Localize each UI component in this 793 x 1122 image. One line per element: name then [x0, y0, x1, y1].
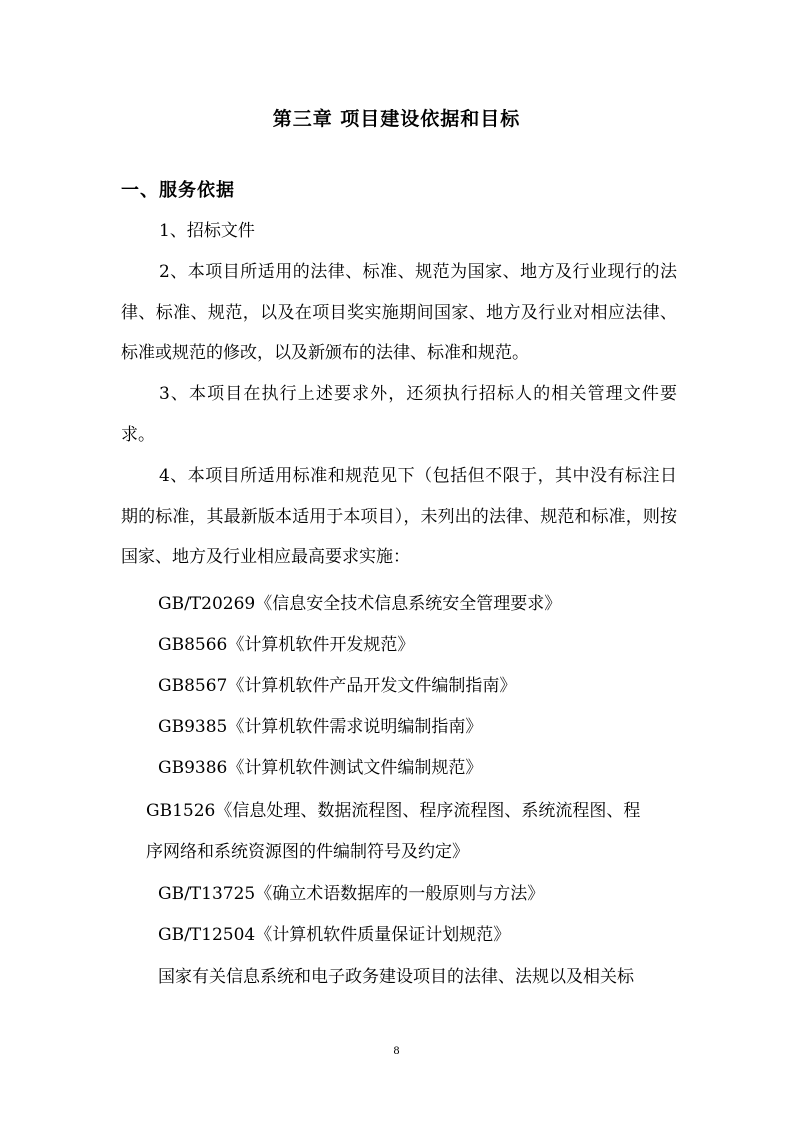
- standard-item-multiline-first: GB1526《信息处理、数据流程图、程序流程图、系统流程图、程: [146, 801, 641, 821]
- item-4-paragraph: 4、本项目所适用标准和规范见下（包括但不限于，其中没有标注日期的标准，其最新版本适用于本项目），未列出的法律、规范和标准，则按国家、地方及行业相应最高要求实施：: [121, 466, 677, 567]
- standard-item: GB8567《计算机软件产品开发文件编制指南》: [158, 676, 517, 696]
- standard-item: GB/T12504《计算机软件质量保证计划规范》: [158, 925, 511, 945]
- standard-item: GB8566《计算机软件开发规范》: [158, 635, 415, 655]
- standard-item-multiline-second: 序网络和系统资源图的件编制符号及约定》: [146, 842, 469, 862]
- standard-item: GB/T13725《确立术语数据库的一般原则与方法》: [158, 884, 545, 904]
- page-number: 8: [393, 1043, 400, 1057]
- chapter-title: 第三章 项目建设依据和目标: [272, 108, 521, 130]
- standard-item: GB9386《计算机软件测试文件编制规范》: [158, 758, 483, 778]
- section-heading: 一、服务依据: [121, 180, 235, 201]
- standard-item: GB9385《计算机软件需求说明编制指南》: [158, 717, 483, 737]
- item-1-text: 1、招标文件: [159, 221, 255, 241]
- item-3-paragraph: 3、本项目在执行上述要求外，还须执行招标人的相关管理文件要求。: [121, 384, 677, 445]
- closing-paragraph-line: 国家有关信息系统和电子政务建设项目的法律、法规以及相关标: [158, 967, 634, 987]
- item-2-paragraph: 2、本项目所适用的法律、标准、规范为国家、地方及行业现行的法律、标准、规范，以及在项目奖实施期间国家、地方及行业对相应法律、标准或规范的修改，以及新颁布的法律、标准和规范。: [121, 262, 677, 363]
- standard-item: GB/T20269《信息安全技术信息系统安全管理要求》: [158, 594, 562, 614]
